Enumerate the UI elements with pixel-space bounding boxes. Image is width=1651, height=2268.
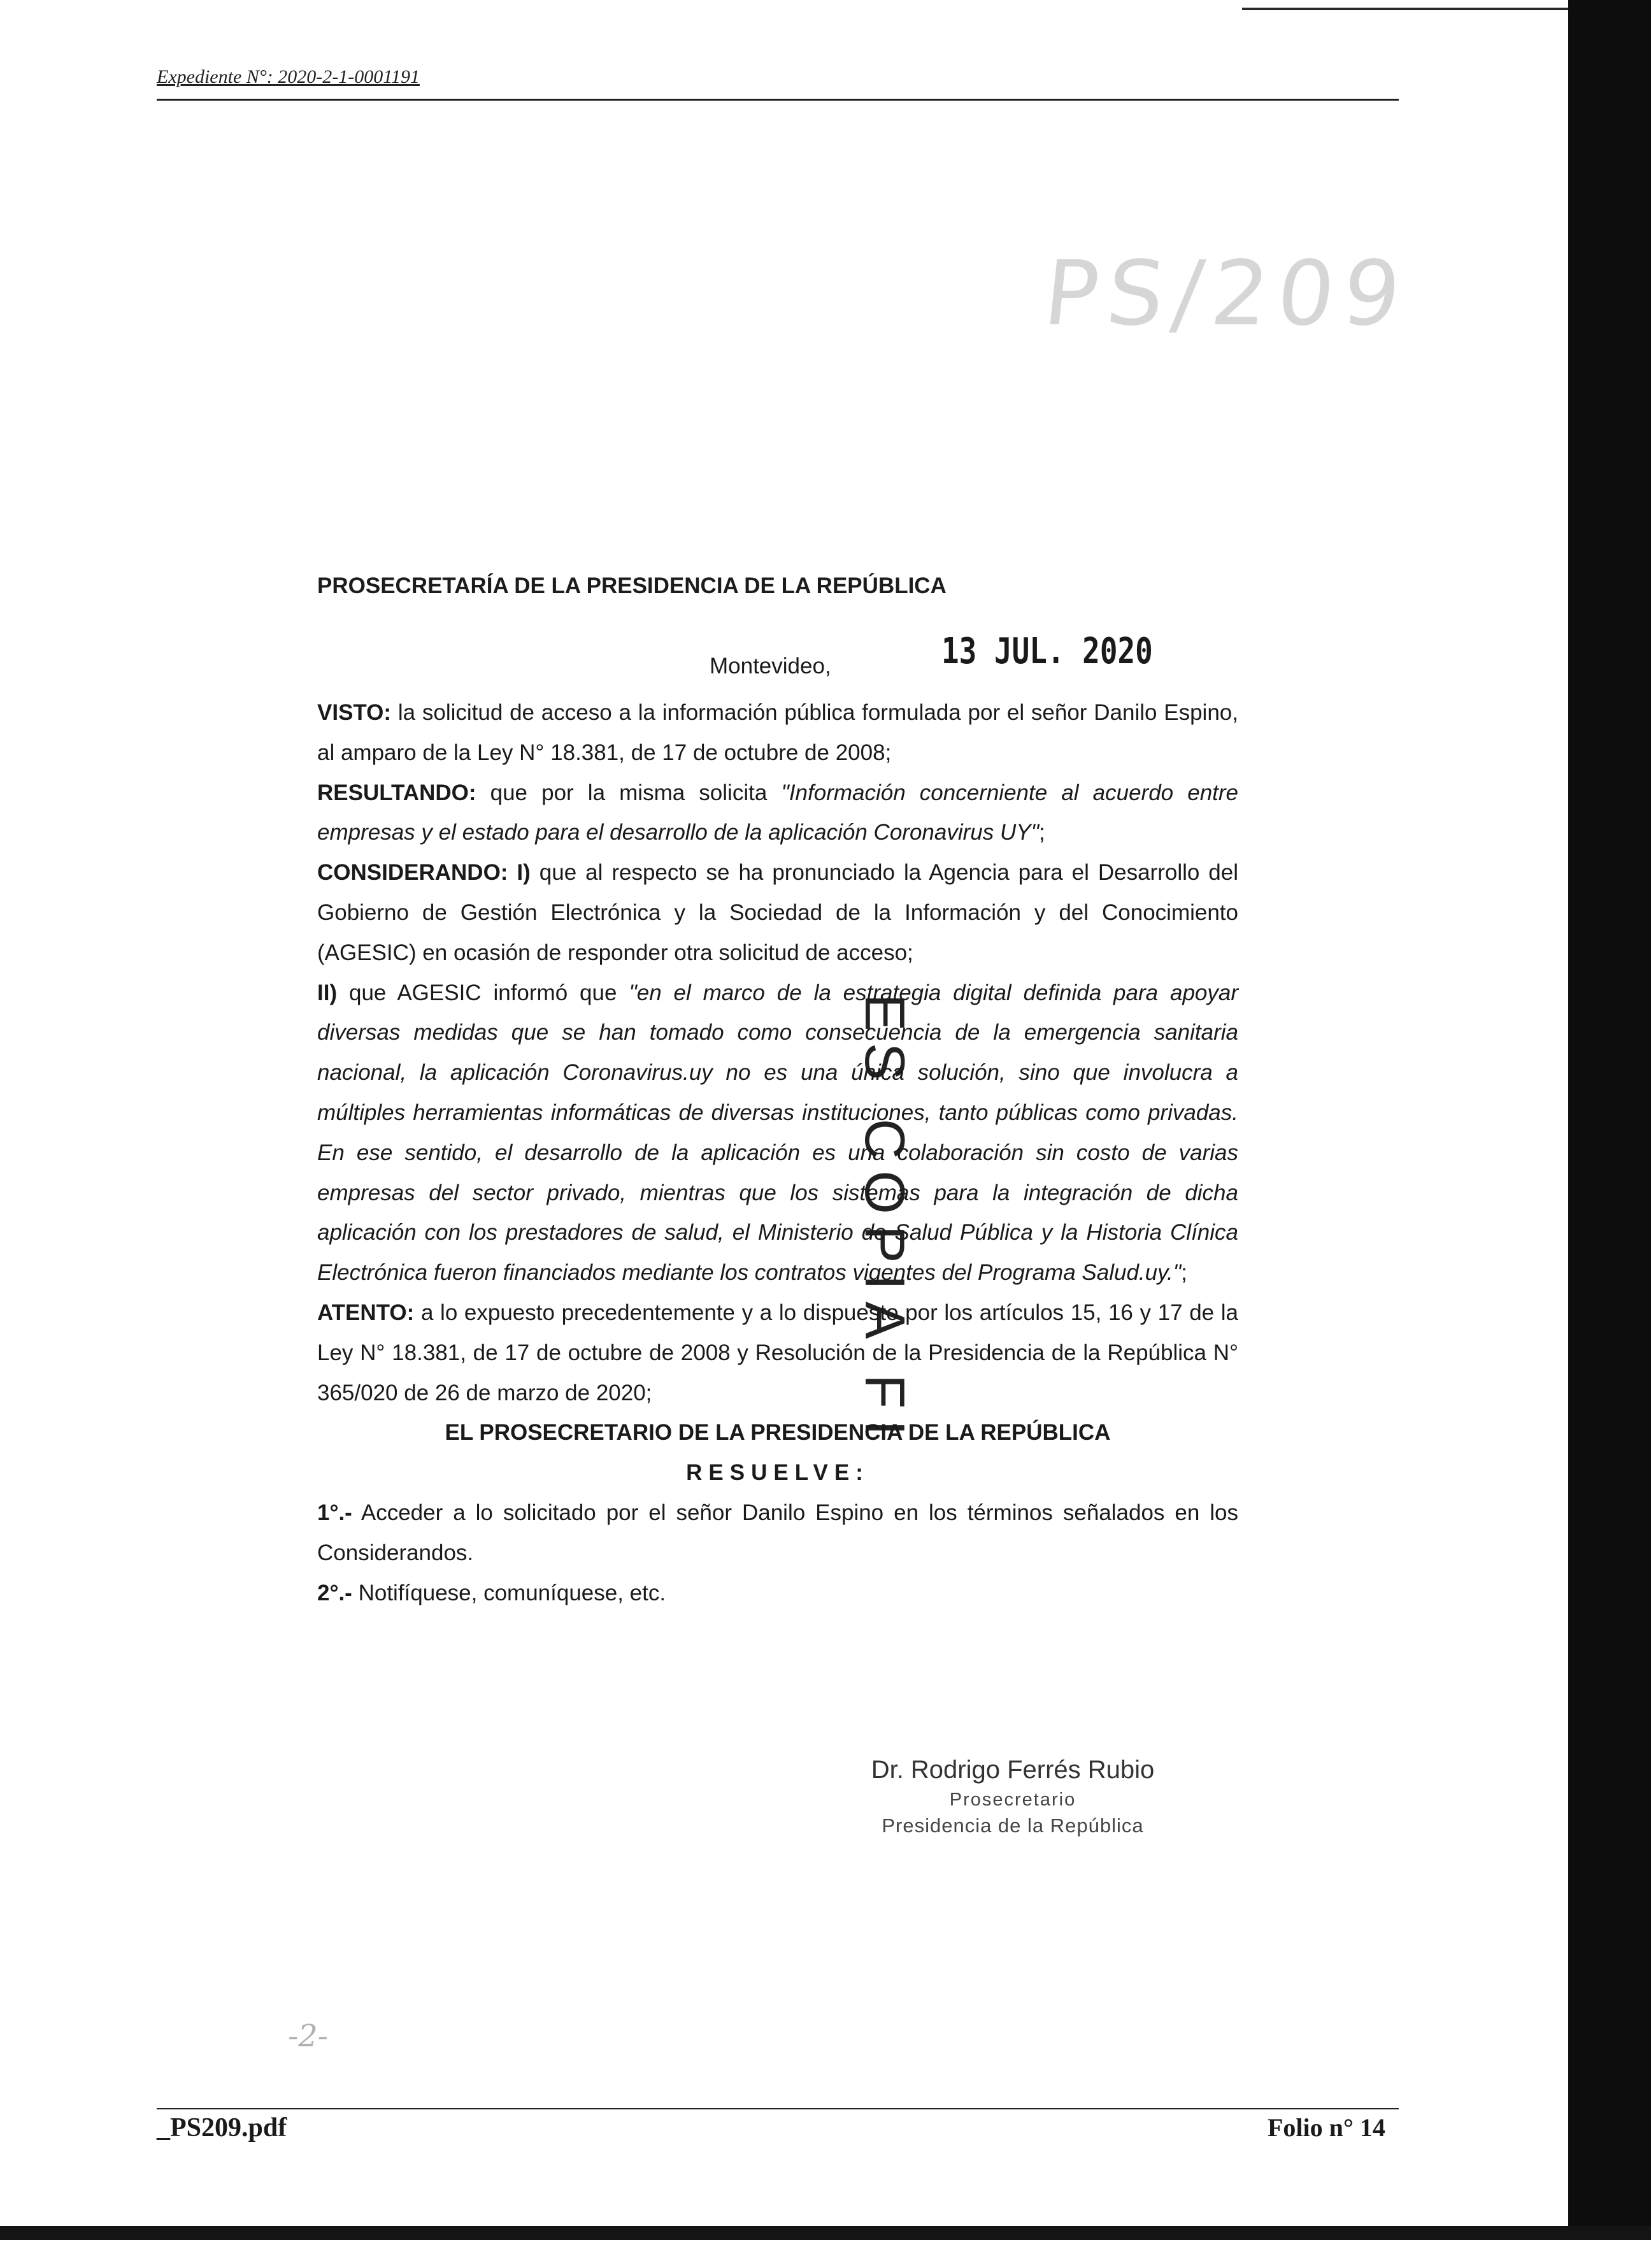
scan-edge-right	[1568, 0, 1651, 2240]
copy-stamp: ES COPIA FI	[854, 994, 917, 1447]
resultando-text: que por la misma solicita	[490, 780, 768, 805]
date-stamp: 13 JUL. 2020	[941, 631, 1153, 672]
faint-code-stamp: PS/209	[1039, 242, 1415, 346]
footer-filename: _PS209.pdf	[157, 2113, 287, 2142]
signer-role: Prosecretario	[949, 1790, 1076, 1810]
considerando-label: CONSIDERANDO:	[317, 860, 508, 886]
signer-name: Dr. Rodrigo Ferrés Rubio	[871, 1756, 1155, 1784]
considerando-2-number: II)	[317, 980, 338, 1005]
item-1-text: Acceder a lo solicitado por el señor Danilo Espino en los términos señalados en los Considerandos.	[317, 1500, 1239, 1565]
resuelve-heading: RESUELVE:	[686, 1460, 869, 1486]
atento-paragraph	[317, 1293, 1238, 1413]
visto-text: la solicitud de acceso a la información pública formulada por el señor Danilo Espino, al amparo de la Ley N° 18.381, de 17 de octubre de 2008;	[317, 700, 1238, 765]
resultando-quote: "Información concerniente al acuerdo entre empresas y el estado para el desarrollo de la aplicación Coronavirus UY"	[317, 780, 1239, 845]
item-2-number: 2°.-	[317, 1580, 352, 1605]
considerando-1-text: que al respecto se ha pronunciado la Agencia para el Desarrollo del Gobierno de Gestión Electrónica y la Sociedad de la Información y del Conocimiento (AGESIC) en ocasión de responder otra solicitud de acceso;	[317, 860, 1239, 965]
scan-edge-top	[1242, 8, 1568, 10]
handwritten-page-mark: -2-	[288, 2018, 328, 2054]
header-rule	[157, 99, 1399, 101]
expediente-number: Expediente N°: 2020-2-1-0001191	[157, 66, 420, 87]
authority-heading: EL PROSECRETARIO DE LA PRESIDENCIA DE LA REPÚBLICA	[445, 1420, 1111, 1446]
considerando-2-text: que AGESIC informó que	[348, 980, 617, 1005]
considerando-2-quote: "en el marco de la estrategia digital definida para apoyar diversas medidas que se han tomado como consecuencia de la emergencia sanitaria nacional, la aplicación Coronavirus.uy no es una única solución, sino que involucra a múltiples herramientas informáticas de diversas instituciones, tanto públicas como privadas. En ese sentido, el desarrollo de la aplicación es una colaboración sin costo de varias empresas del sector privado, mientras que los sistemas para la integración de dicha aplicación con los prestadores de salud, el Ministerio de Salud Pública y la Historia Clínica Electrónica fueron financiados mediante los contratos vigentes del Programa Salud.uy."	[317, 980, 1238, 1286]
resolution-body	[317, 693, 1238, 1613]
visto-label: VISTO:	[317, 700, 392, 725]
signer-institution: Presidencia de la República	[882, 1814, 1144, 1837]
considerando-2-paragraph	[317, 973, 1238, 1293]
item-1-paragraph	[317, 1493, 1238, 1574]
item-1-number: 1°.-	[317, 1500, 352, 1525]
atento-label: ATENTO:	[317, 1300, 415, 1325]
item-2-paragraph	[317, 1574, 1238, 1614]
resultando-paragraph	[317, 773, 1238, 854]
visto-paragraph	[317, 693, 1238, 773]
considerando-2-end: ;	[1181, 1260, 1187, 1286]
considerando-1-number: I)	[517, 860, 531, 886]
footer-rule	[157, 2108, 1399, 2109]
considerando-1-paragraph	[317, 853, 1238, 973]
scan-edge-bottom	[0, 2226, 1651, 2240]
signature-block	[822, 1756, 1204, 1837]
footer-folio: Folio n° 14	[1268, 2113, 1385, 2142]
atento-text: a lo expuesto precedentemente y a lo dispuesto por los artículos 15, 16 y 17 de la Ley N° 18.381, de 17 de octubre de 2008 y Resolución de la Presidencia de la República N° 365/020 de 26 de marzo de 2020;	[317, 1300, 1238, 1405]
item-2-text: Notifíquese, comuníquese, etc.	[358, 1580, 666, 1605]
resultando-end: ;	[1039, 820, 1045, 845]
office-title: PROSECRETARÍA DE LA PRESIDENCIA DE LA REPÚBLICA	[317, 573, 947, 598]
resultando-label: RESULTANDO:	[317, 780, 476, 805]
city: Montevideo,	[710, 654, 831, 678]
